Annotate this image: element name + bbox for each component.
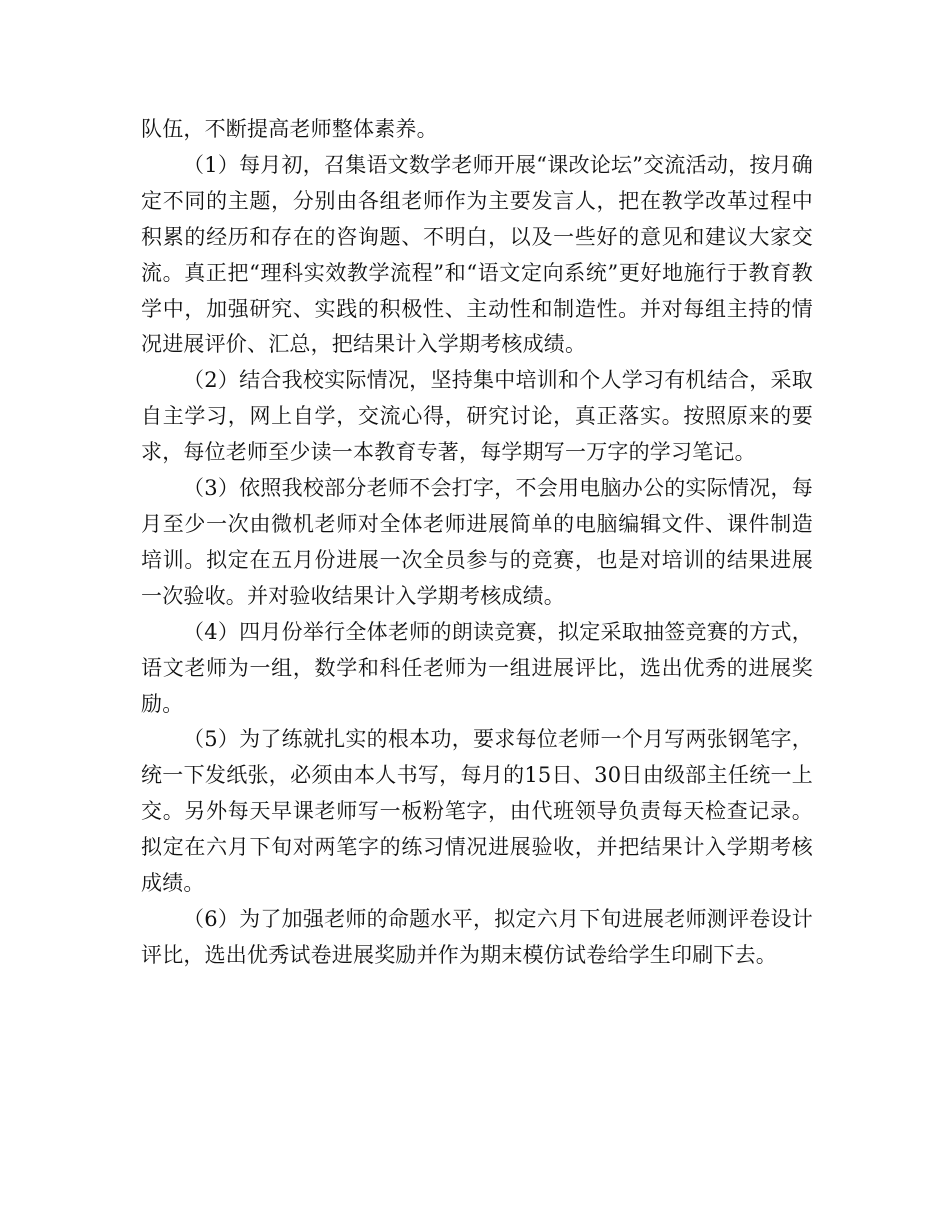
paragraph-item-2: （2）结合我校实际情况，坚持集中培训和个人学习有机结合，采取自主学习，网上自学，交流心得，研究讨论，真正落实。按照原来的要求，每位老师至少读一本教育专著，每学期写一万字的学习笔记。 <box>141 368 813 465</box>
paragraph-item-5: （5）为了练就扎实的根本功，要求每位老师一个月写两张钢笔字，统一下发纸张，必须由本人书写，每月的15日、30日由级部主任统一上交。另外每天早课老师写一板粉笔字，由代班领导负责每天检查记录。拟定在六月下旬对两笔字的练习情况进展验收，并把结果计入学期考核成绩。 <box>141 727 813 896</box>
paragraph-continuation: 队伍，不断提高老师整体素养。 <box>141 117 438 141</box>
paragraph-item-1: （1）每月初，召集语文数学老师开展“课改论坛”交流活动，按月确定不同的主题，分别由各组老师作为主要发言人，把在教学改革过程中积累的经历和存在的咨询题、不明白，以及一些好的意见和建议大家交流。真正把“理科实效教学流程”和“语文定向系统”更好地施行于教育教学中，加强研究、实践的积极性、主动性和制造性。并对每组主持的情况进展评价、汇总，把结果计入学期考核成绩。 <box>141 152 813 357</box>
paragraph-item-6: （6）为了加强老师的命题水平，拟定六月下旬进展老师测评卷设计评比，选出优秀试卷进展奖励并作为期末模仿试卷给学生印刷下去。 <box>141 906 813 967</box>
document-body <box>141 112 813 974</box>
paragraph-item-3: （3）依照我校部分老师不会打字，不会用电脑办公的实际情况，每月至少一次由微机老师对全体老师进展简单的电脑编辑文件、课件制造培训。拟定在五月份进展一次全员参与的竞赛，也是对培训的结果进展一次验收。并对验收结果计入学期考核成绩。 <box>141 476 813 608</box>
paragraph-item-4: （4）四月份举行全体老师的朗读竞赛，拟定采取抽签竞赛的方式，语文老师为一组，数学和科任老师为一组进展评比，选出优秀的进展奖励。 <box>141 619 813 716</box>
